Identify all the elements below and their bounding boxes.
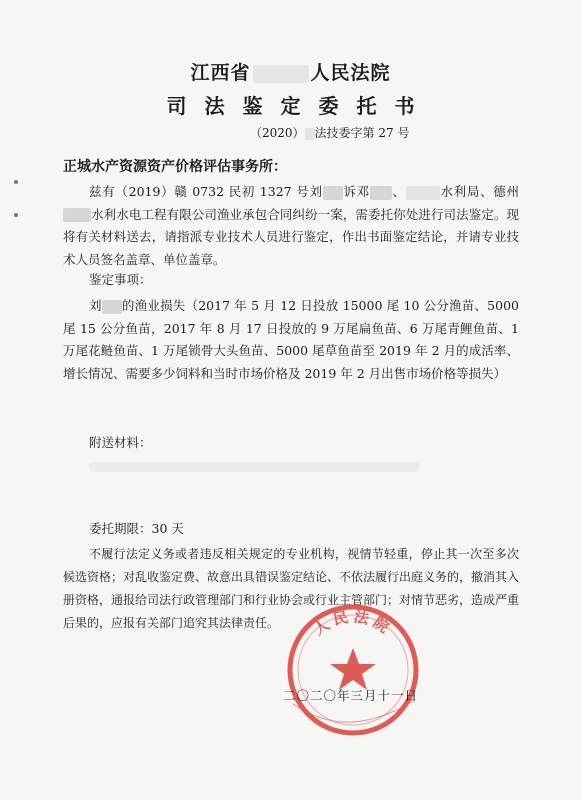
redacted-block (323, 186, 343, 200)
attachments-label: 附送材料： (89, 435, 152, 450)
redacted-block (63, 208, 91, 222)
redacted-block (253, 65, 309, 83)
court-seal-stamp (283, 600, 423, 740)
redacted-attachments (89, 462, 419, 472)
binding-hole-mark (14, 213, 18, 217)
case-text: 水利局、德州 (439, 184, 519, 199)
commission-paragraph (63, 181, 519, 271)
commission-deadline: 委托期限：30 天 (89, 521, 184, 536)
court-province: 江西省 (190, 62, 251, 84)
appraisal-heading: 鉴定事项： (89, 272, 152, 287)
redacted-block (102, 300, 122, 314)
binding-hole-mark (14, 180, 18, 184)
court-suffix: 人民法院 (310, 62, 391, 84)
signature-date: 二〇二〇年三月十一日 (283, 688, 419, 703)
appraisal-description (63, 295, 519, 385)
redacted-block (406, 186, 440, 200)
document-number (250, 124, 409, 141)
seal-arc-path: 人民法院 (310, 607, 396, 639)
case-text: 、 (391, 184, 406, 199)
warning-paragraph: 不履行法定义务或者违反相关规定的专业机构，视情节轻重，停止其一次至多次候选资格；对乱收鉴定费、故意出具错误鉴定结论、不依法履行出庭义务的，撤消其入册资格，通报给司法行政管理部门和行业协会或行业主管部门；对情节恶劣，造成严重后果的，应报有关部门追究其法律责任。 (63, 547, 520, 630)
addressee: 正城水产资源资产价格评估事务所： (63, 159, 287, 175)
seal-star-icon (330, 648, 376, 690)
document-title: 司法鉴定委托书 (166, 94, 433, 118)
appraisal-text: 的渔业损失（2017 年 5 月 12 日投放 15000 尾 10 公分渔苗、5000 尾 15 公分鱼苗，2017 年 8 月 17 日投放的 9 万尾扁鱼苗、6 万尾青鲤鱼苗、1 万尾花鲢鱼苗、1 万尾锁骨大头鱼苗、5000 尾草鱼苗至 2019 年 2 月的成活率、增长情况、需要多少饲料和当时市场价格及 2019 年 2 月出售市场价格等损失） (63, 298, 519, 381)
appraisal-text: 刘 (89, 298, 102, 313)
redacted-block (370, 186, 392, 200)
case-text: 兹有（2019）赣 0732 民初 1327 号刘 (89, 184, 323, 199)
court-name (0, 58, 581, 85)
doc-number-rest: 法技委字第 27 号 (314, 126, 410, 140)
doc-number-year: （2020） (250, 126, 305, 140)
case-text: 水利水电工程有限公司渔业承包合同纠纷一案，需委托你处进行司法鉴定。现将有关材料送去，请指派专业技术人员进行鉴定，作出书面鉴定结论，并请专业技术人员签名盖章、单位盖章。 (63, 206, 519, 267)
redacted-block (305, 128, 315, 140)
case-text: 诉邓 (342, 184, 370, 199)
